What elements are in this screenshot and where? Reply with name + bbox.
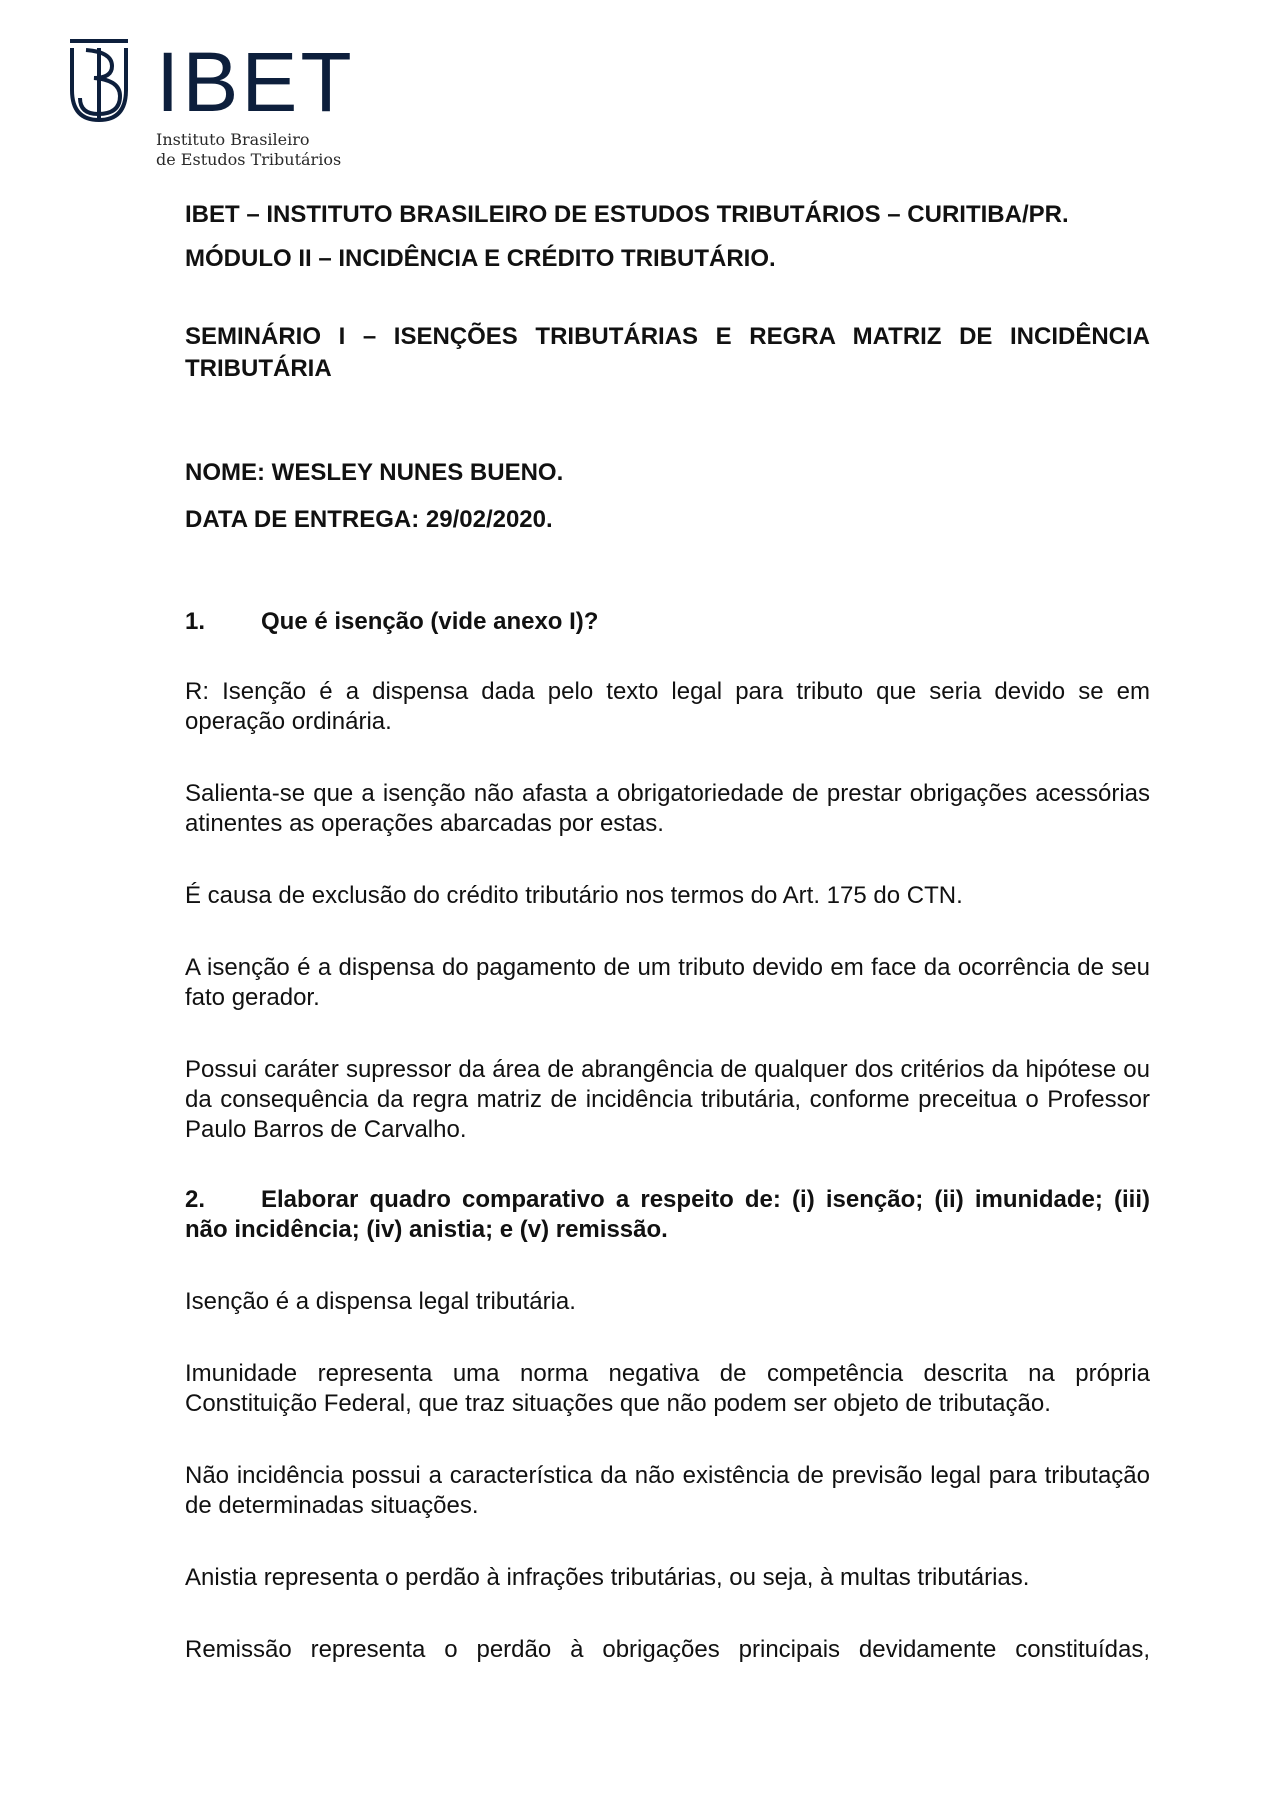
logo-subtitle-line-1: Instituto Brasileiro xyxy=(156,130,310,149)
document-body xyxy=(185,200,1150,1665)
student-name: NOME: WESLEY NUNES BUENO. xyxy=(185,459,564,486)
question-2-number: 2. xyxy=(185,1186,206,1213)
ibet-logo xyxy=(68,35,358,178)
q1-answer-paragraph: A isenção é a dispensa do pagamento de um tributo devido em face da ocorrência de seu fato gerador. xyxy=(185,954,1150,1011)
seminar-title-line-1: SEMINÁRIO I – ISENÇÕES TRIBUTÁRIAS E REGRA MATRIZ DE INCIDÊNCIA xyxy=(185,323,1150,350)
seminar-title xyxy=(185,322,1150,384)
question-1 xyxy=(185,607,1150,637)
q2-answer-paragraph: Anistia representa o perdão à infrações tributárias, ou seja, à multas tributárias. xyxy=(185,1564,1030,1591)
question-2 xyxy=(185,1185,1150,1245)
question-1-number: 1. xyxy=(185,608,206,635)
q2-answer-paragraph: Isenção é a dispensa legal tributária. xyxy=(185,1288,576,1315)
q2-answer-paragraph: Imunidade representa uma norma negativa de competência descrita na própria Constituição Federal, que traz situações que não podem ser objeto de tributação. xyxy=(185,1360,1150,1417)
due-date: DATA DE ENTREGA: 29/02/2020. xyxy=(185,506,553,533)
module-header: MÓDULO II – INCIDÊNCIA E CRÉDITO TRIBUTÁRIO. xyxy=(185,245,776,272)
logo-subtitle-line-2: de Estudos Tributários xyxy=(156,150,342,169)
q2-answer-paragraph: Não incidência possui a característica da não existência de previsão legal para tributação de determinadas situações. xyxy=(185,1462,1150,1519)
logo-wordmark: IBET xyxy=(156,35,355,129)
q1-answer-paragraph: R: Isenção é a dispensa dada pelo texto legal para tributo que seria devido se em operação ordinária. xyxy=(185,678,1150,735)
q1-answer-paragraph: Possui caráter supressor da área de abrangência de qualquer dos critérios da hipótese ou da consequência da regra matriz de incidência tributária, conforme preceitua o Professor Paulo Barros de Carvalho. xyxy=(185,1056,1150,1143)
q2-answer-paragraph: Remissão representa o perdão à obrigações principais devidamente constituídas, xyxy=(185,1636,1150,1663)
seminar-title-line-2: TRIBUTÁRIA xyxy=(185,355,332,382)
question-1-text: Que é isenção (vide anexo I)? xyxy=(261,608,599,635)
ibet-emblem-icon xyxy=(68,38,130,124)
question-2-text: Elaborar quadro comparativo a respeito de: (i) isenção; (ii) imunidade; (iii) não incidência; (iv) anistia; e (v) remissão. xyxy=(185,1186,1150,1243)
institution-header: IBET – INSTITUTO BRASILEIRO DE ESTUDOS TRIBUTÁRIOS – CURITIBA/PR. xyxy=(185,201,1069,228)
q1-answer-paragraph: É causa de exclusão do crédito tributário nos termos do Art. 175 do CTN. xyxy=(185,882,963,909)
q1-answer-paragraph: Salienta-se que a isenção não afasta a obrigatoriedade de prestar obrigações acessórias atinentes as operações abarcadas por estas. xyxy=(185,780,1150,837)
logo-subtitle xyxy=(156,130,341,170)
